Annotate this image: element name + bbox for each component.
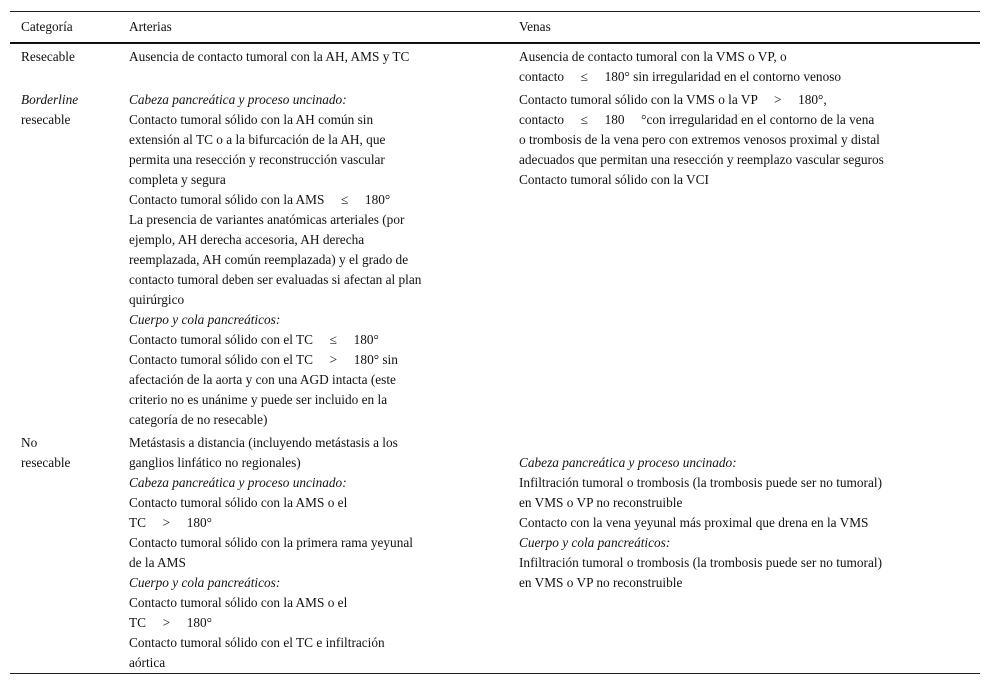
cell-line: contacto ≤ 180° sin irregularidad en el contorno venoso bbox=[519, 69, 842, 84]
cell-line: Contacto tumoral sólido con el TC ≤ 180° bbox=[129, 332, 379, 347]
header-arterias: Arterias bbox=[129, 19, 172, 34]
cell-line: TC > 180° bbox=[129, 515, 212, 530]
cell-line: Cabeza pancreática y proceso uncinado: bbox=[519, 455, 737, 470]
cell-line: Contacto tumoral sólido con la VCI bbox=[519, 172, 709, 187]
cell-line: en VMS o VP no reconstruible bbox=[519, 575, 683, 590]
cell-line: adecuados que permitan una resección y reemplazo vascular seguros bbox=[519, 152, 884, 167]
cell-line: ejemplo, AH derecha accesoria, AH derecha bbox=[129, 232, 365, 247]
cell-arterias bbox=[129, 433, 519, 673]
cell-line: en VMS o VP no reconstruible bbox=[519, 495, 683, 510]
criteria-table bbox=[10, 11, 980, 674]
cell-line: Cabeza pancreática y proceso uncinado: bbox=[129, 92, 347, 107]
cell-line: afectación de la aorta y con una AGD intacta (este bbox=[129, 372, 396, 387]
cell-category bbox=[21, 433, 129, 673]
cell-line: Contacto tumoral sólido con la AMS o el bbox=[129, 495, 348, 510]
table-row bbox=[10, 430, 980, 673]
table-body bbox=[10, 44, 980, 673]
cell-line: Metástasis a distancia (incluyendo metástasis a los bbox=[129, 435, 398, 450]
cell-venas bbox=[519, 433, 969, 673]
cell-line: Resecable bbox=[21, 49, 75, 64]
cell-line: Contacto tumoral sólido con la AMS ≤ 180° bbox=[129, 192, 391, 207]
header-categoria: Categoría bbox=[21, 19, 73, 34]
table-row bbox=[10, 44, 980, 87]
cell-line: aórtica bbox=[129, 655, 166, 670]
cell-line: ganglios linfático no regionales) bbox=[129, 455, 301, 470]
cell-line: No bbox=[21, 435, 38, 450]
cell-line: Cuerpo y cola pancreáticos: bbox=[129, 575, 281, 590]
cell-line: Infiltración tumoral o trombosis (la trombosis puede ser no tumoral) bbox=[519, 475, 883, 490]
cell-line: Contacto con la vena yeyunal más proximal que drena en la VMS bbox=[519, 515, 869, 530]
cell-line: Contacto tumoral sólido con la primera rama yeyunal bbox=[129, 535, 413, 550]
cell-venas bbox=[519, 90, 969, 430]
cell-line: Contacto tumoral sólido con el TC > 180° sin bbox=[129, 352, 398, 367]
cell-line: o trombosis de la vena pero con extremos venosos proximal y distal bbox=[519, 132, 880, 147]
cell-line: Contacto tumoral sólido con la VMS o la VP > 180°, bbox=[519, 92, 827, 107]
cell-line: criterio no es unánime y puede ser incluido en la bbox=[129, 392, 388, 407]
cell-line: contacto tumoral deben ser evaluadas si afectan al plan bbox=[129, 272, 422, 287]
header-venas: Venas bbox=[519, 19, 551, 34]
cell-line: categoría de no resecable) bbox=[129, 412, 268, 427]
cell-venas bbox=[519, 47, 969, 87]
cell-line: TC > 180° bbox=[129, 615, 212, 630]
cell-line: Cabeza pancreática y proceso uncinado: bbox=[129, 475, 347, 490]
cell-line: Contacto tumoral sólido con la AH común sin bbox=[129, 112, 374, 127]
cell-line: extensión al TC o a la bifurcación de la AH, que bbox=[129, 132, 386, 147]
cell-line: resecable bbox=[21, 455, 71, 470]
cell-category bbox=[21, 47, 129, 87]
cell-line: Contacto tumoral sólido con el TC e infiltración bbox=[129, 635, 385, 650]
cell-line: Ausencia de contacto tumoral con la VMS o VP, o bbox=[519, 49, 787, 64]
cell-line bbox=[519, 433, 969, 453]
cell-line: Ausencia de contacto tumoral con la AH, AMS y TC bbox=[129, 49, 410, 64]
table-header bbox=[10, 12, 980, 44]
cell-category bbox=[21, 90, 129, 430]
cell-line: Borderline bbox=[21, 92, 79, 107]
cell-line: completa y segura bbox=[129, 172, 226, 187]
cell-line: Cuerpo y cola pancreáticos: bbox=[129, 312, 281, 327]
cell-line: permita una resección y reconstrucción vascular bbox=[129, 152, 385, 167]
cell-line: Cuerpo y cola pancreáticos: bbox=[519, 535, 671, 550]
cell-line: Infiltración tumoral o trombosis (la trombosis puede ser no tumoral) bbox=[519, 555, 883, 570]
cell-line: La presencia de variantes anatómicas arteriales (por bbox=[129, 212, 405, 227]
cell-line: reemplazada, AH común reemplazada) y el grado de bbox=[129, 252, 409, 267]
cell-line: de la AMS bbox=[129, 555, 186, 570]
table-row bbox=[10, 87, 980, 430]
cell-arterias bbox=[129, 90, 519, 430]
cell-line: quirúrgico bbox=[129, 292, 185, 307]
cell-arterias bbox=[129, 47, 519, 87]
cell-line: contacto ≤ 180 °con irregularidad en el contorno de la vena bbox=[519, 112, 875, 127]
cell-line: Contacto tumoral sólido con la AMS o el bbox=[129, 595, 348, 610]
cell-line: resecable bbox=[21, 112, 71, 127]
